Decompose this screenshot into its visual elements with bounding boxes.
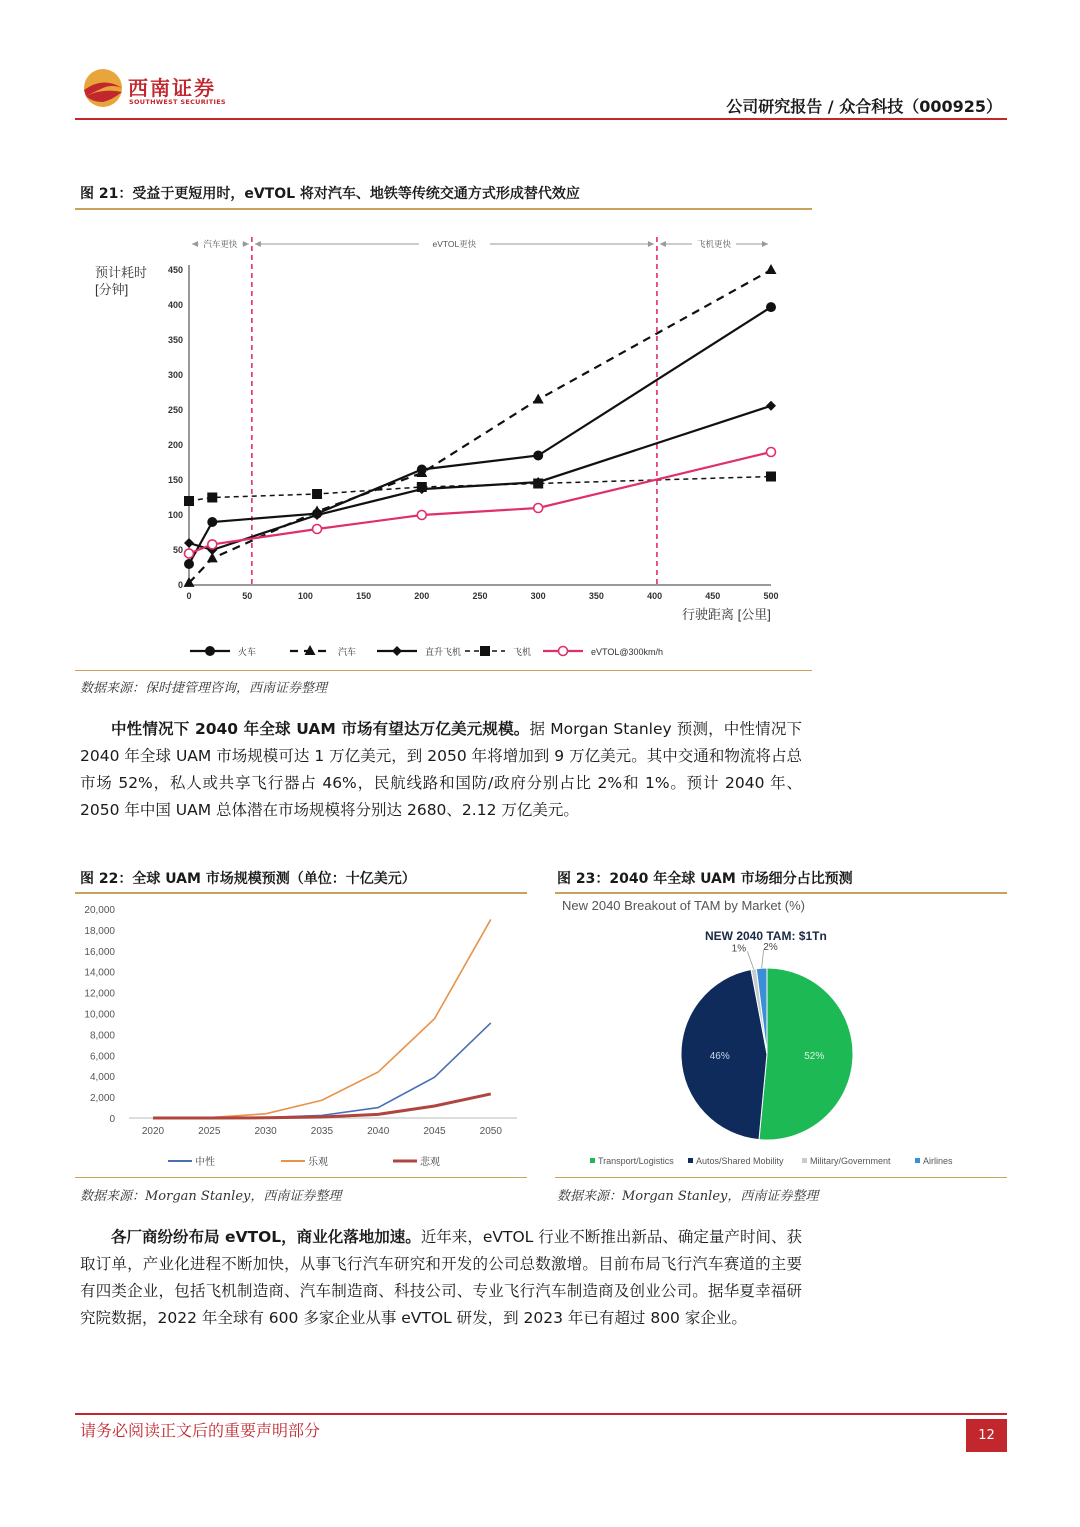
paragraph-uam-lead: 中性情况下 2040 年全球 UAM 市场有望达万亿美元规模。	[111, 720, 530, 738]
report-title: 公司研究报告 / 众合科技（000925）	[726, 97, 1002, 116]
fig22-chart	[75, 898, 527, 1176]
fig21-point	[766, 472, 776, 482]
fig21-point	[205, 646, 215, 656]
fig21-point	[559, 647, 568, 656]
fig21-bottom-rule	[75, 670, 812, 671]
fig21-y-tick-label: 250	[167, 405, 183, 415]
fig23-subtitle: New 2040 Breakout of TAM by Market (%)	[562, 898, 806, 913]
footer-divider	[75, 1413, 1007, 1415]
fig22-legend	[168, 1155, 440, 1168]
fig21-ylabel-line2: [分钟]	[95, 282, 129, 297]
fig21-x-tick-label: 350	[588, 591, 604, 601]
fig21-y-tick-label: 150	[167, 475, 183, 485]
fig22-y-tick-label: 16,000	[84, 946, 115, 958]
fig22-y-tick-label: 2,000	[89, 1093, 115, 1105]
fig21-legend-label: 直升飞机	[425, 647, 462, 657]
fig21-point	[184, 538, 194, 548]
fig21-zone-arrowhead-left-icon	[660, 241, 666, 247]
fig21-point	[533, 451, 543, 461]
fig21-y-tick-label: 450	[167, 265, 183, 275]
fig21-series	[184, 264, 777, 587]
fig23-legend-swatch	[802, 1158, 807, 1163]
paragraph-evtol-text: 近年来，eVTOL 行业不断推出新品、确定量产时间、获取订单，产业化进程不断加快，从事飞行汽车研究和开发的公司总数激增。目前布局飞行汽车赛道的主要有四类企业，包括飞机制造商、汽车制造商、科技公司、专业飞行汽车制造商及创业公司。据华夏幸福研究院数据，2022 年全球有 600 多家企业从事 eVTOL 研发，到 2023 年已有超过 800 家企业。	[80, 1228, 802, 1327]
fig21-legend-label: 飞机	[513, 647, 532, 657]
fig21-x-tick-label: 50	[242, 591, 253, 601]
fig21-zone-label: 汽车更快	[203, 239, 238, 249]
fig21-legend	[190, 645, 663, 657]
fig23-legend-label: Transport/Logistics	[598, 1156, 674, 1166]
fig21-source: 数据来源：保时捷管理咨询，西南证券整理	[80, 681, 328, 696]
fig21-point	[185, 549, 194, 558]
fig21-y-tick-label: 100	[167, 510, 183, 520]
fig22-y-tick-label: 14,000	[84, 967, 115, 979]
fig21-point	[766, 302, 776, 312]
fig21-chart	[75, 225, 812, 670]
fig21-zone-arrowhead-right-icon	[648, 241, 654, 247]
fig22-y-tick-label: 0	[109, 1114, 115, 1125]
page-number: 12	[966, 1419, 1007, 1452]
fig22-legend-label: 中性	[195, 1157, 215, 1168]
fig21-point	[766, 401, 776, 411]
fig21-point	[312, 489, 322, 499]
fig21-legend-label: 火车	[238, 647, 257, 657]
fig21-point	[184, 496, 194, 506]
fig21-zone-arrowhead-left-icon	[192, 241, 198, 247]
fig22-y-tick-label: 10,000	[84, 1009, 115, 1021]
fig23-legend-label: Autos/Shared Mobility	[696, 1156, 784, 1166]
fig22-y-tick-label: 6,000	[89, 1051, 115, 1063]
fig21-y-tick-label: 300	[167, 370, 183, 380]
fig21-zones	[192, 239, 768, 249]
fig22-line-悲观	[153, 1094, 491, 1118]
fig21-point	[533, 479, 543, 489]
fig21-caption: 图 21：受益于更短用时，eVTOL 将对汽车、地铁等传统交通方式形成替代效应	[80, 186, 580, 202]
logo-text-en: SOUTHWEST SECURITIES	[129, 98, 226, 106]
fig22-x-tick-label: 2030	[254, 1126, 277, 1137]
fig22-bottom-rule	[75, 1177, 527, 1178]
fig23-legend-swatch	[915, 1158, 920, 1163]
fig21-zone-arrowhead-right-icon	[762, 241, 768, 247]
fig22-x-tick-label: 2025	[198, 1126, 221, 1137]
fig23-legend-label: Military/Government	[810, 1156, 891, 1166]
fig21-x-tick-label: 300	[530, 591, 546, 601]
paragraph-uam-market	[80, 716, 802, 824]
paragraph-evtol-layout	[80, 1224, 802, 1332]
fig21-point	[766, 264, 777, 274]
fig21-zone-arrowhead-left-icon	[255, 241, 261, 247]
fig22-legend-label: 悲观	[420, 1157, 440, 1168]
fig21-point	[533, 394, 544, 404]
fig23-legend-swatch	[590, 1158, 595, 1163]
fig22-x-tick-label: 2020	[141, 1126, 165, 1137]
fig21-zone-label: eVTOL更快	[432, 239, 477, 249]
paragraph-uam-text: 据 Morgan Stanley 预测，中性情况下 2040 年全球 UAM 市场规模可达 1 万亿美元，到 2050 年将增加到 9 万亿美元。其中交通和物流将占总市场 52%，私人或共享飞行器占 46%，民航线路和国防/政府分别占比 2%和 1%。预计 2040 年、2050 年中国 UAM 总体潜在市场规模将分别达 2680、2.12 万亿美元。	[80, 720, 803, 819]
fig21-x-tick-label: 100	[297, 591, 313, 601]
fig21-point	[417, 511, 426, 520]
fig21-legend-label: 汽车	[338, 647, 357, 657]
paragraph-evtol-lead: 各厂商纷纷布局 eVTOL，商业化落地加速。	[111, 1228, 421, 1246]
fig23-legend	[590, 1156, 953, 1166]
fig21-point	[313, 525, 322, 534]
fig21-y-tick-label: 400	[167, 300, 183, 310]
fig21-x-tick-label: 500	[763, 591, 779, 601]
logo-mark-icon	[82, 66, 128, 110]
fig21-x-tick-label: 200	[414, 591, 430, 601]
fig23-legend-swatch	[688, 1158, 693, 1163]
fig23-slice-label: 52%	[804, 1051, 825, 1063]
fig21-series-飞机	[184, 472, 776, 507]
fig21-x-tick-label: 250	[472, 591, 488, 601]
fig21-point	[767, 448, 776, 457]
fig23-leader-line	[747, 951, 753, 969]
fig21-point	[208, 540, 217, 549]
fig23-slice-label: 46%	[709, 1051, 730, 1063]
fig21-point	[184, 559, 194, 569]
fig22-y-tick-label: 12,000	[84, 988, 115, 1000]
fig23-chart	[555, 894, 1007, 1176]
fig21-x-tick-label: 450	[705, 591, 721, 601]
fig22-source: 数据来源：Morgan Stanley，西南证券整理	[80, 1189, 342, 1204]
fig22-line-乐观	[153, 919, 491, 1118]
fig22-x-tick-label: 2035	[310, 1126, 334, 1137]
fig21-y-tick-label: 200	[167, 440, 183, 450]
fig23-caption: 图 23：2040 年全球 UAM 市场细分占比预测	[557, 871, 853, 887]
fig21-point	[417, 482, 427, 492]
fig21-axes	[168, 237, 779, 601]
fig22-series	[153, 919, 491, 1118]
fig21-zone-arrowhead-right-icon	[243, 241, 249, 247]
fig21-y-tick-label: 0	[177, 580, 183, 590]
fig21-y-tick-label: 350	[167, 335, 183, 345]
fig21-point	[534, 504, 543, 513]
fig21-point	[207, 517, 217, 527]
fig22-caption: 图 22：全球 UAM 市场规模预测（单位：十亿美元）	[80, 871, 416, 887]
fig21-legend-label: eVTOL@300km/h	[591, 647, 664, 657]
fig22-legend-label: 乐观	[308, 1157, 328, 1168]
fig22-y-tick-label: 4,000	[89, 1072, 115, 1084]
fig21-series-汽车	[184, 264, 777, 587]
fig21-x-tick-label: 400	[647, 591, 663, 601]
fig22-top-rule	[75, 892, 527, 894]
disclaimer-note: 请务必阅读正文后的重要声明部分	[80, 1421, 321, 1440]
fig21-zone-label: 飞机更快	[696, 239, 731, 249]
fig21-top-rule	[75, 208, 812, 210]
fig21-xlabel: 行驶距离 [公里]	[682, 607, 771, 622]
fig23-title: NEW 2040 TAM: $1Tn	[705, 929, 827, 943]
fig21-x-tick-label: 150	[356, 591, 372, 601]
fig21-point	[207, 493, 217, 503]
fig21-point	[480, 646, 490, 656]
fig22-x-tick-label: 2040	[367, 1126, 390, 1137]
fig22-x-tick-label: 2045	[423, 1126, 446, 1137]
fig21-line	[189, 477, 771, 502]
fig23-source: 数据来源：Morgan Stanley，西南证券整理	[557, 1189, 819, 1204]
fig21-x-tick-label: 0	[186, 591, 192, 601]
fig22-y-tick-label: 18,000	[84, 925, 115, 937]
fig23-legend-label: Airlines	[923, 1156, 953, 1166]
fig21-point	[392, 646, 402, 656]
fig21-ylabel-line1: 预计耗时	[95, 265, 148, 280]
fig23-slice-label: 2%	[763, 942, 778, 954]
fig22-y-tick-label: 8,000	[89, 1030, 115, 1042]
fig21-y-tick-label: 50	[172, 545, 183, 555]
fig21-series-eVTOL@300km/h	[185, 448, 776, 559]
fig23-bottom-rule	[555, 1177, 1007, 1178]
fig23-slice-label: 1%	[731, 943, 747, 955]
fig22-x-tick-label: 2050	[479, 1126, 502, 1137]
fig21-line	[189, 452, 771, 554]
header-divider	[75, 118, 1007, 120]
fig22-y-tick-label: 20,000	[84, 905, 115, 916]
fig21-line	[189, 406, 771, 550]
fig23-pie	[681, 942, 853, 1140]
logo-text-cn: 西南证券	[128, 76, 216, 100]
